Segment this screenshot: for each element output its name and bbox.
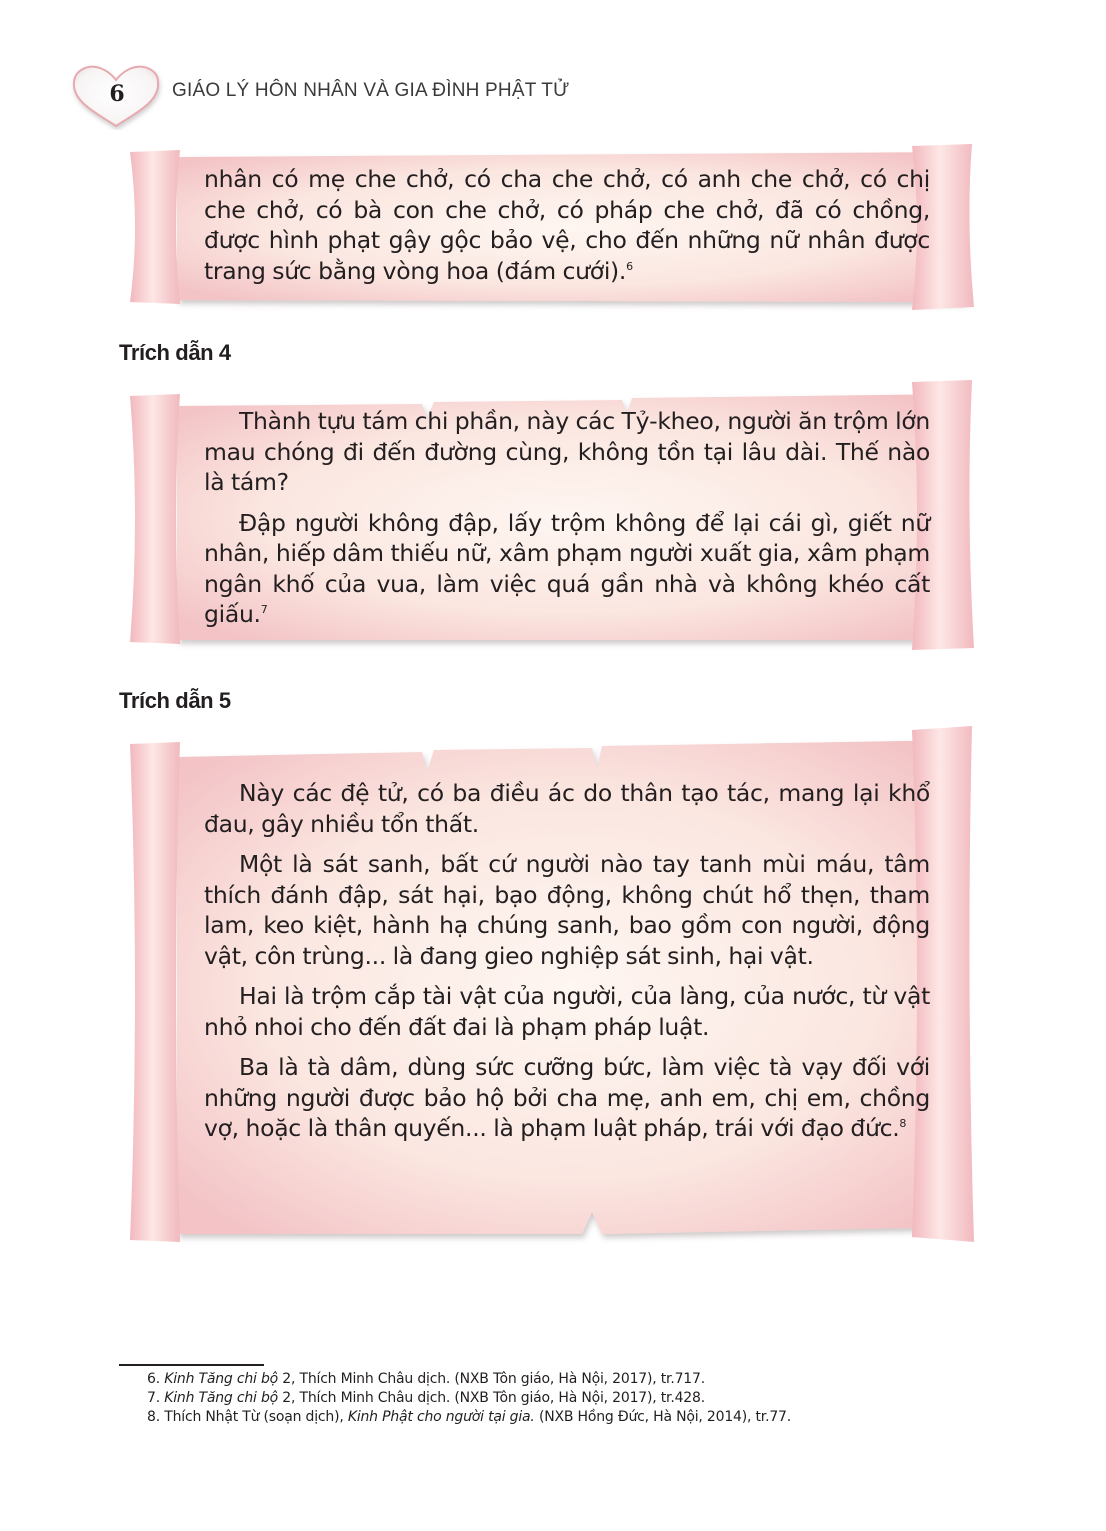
page-number: 6 [109,81,125,107]
quote-paragraph: Thành tựu tám chi phần, này các Tỷ-kheo, người ăn trộm lớn mau chóng đi đến đường cùng, không tồn tại lâu dài. Thế nào là tám? [204,407,930,496]
quote-scroll-5 [122,722,980,1252]
quote-paragraph: Ba là tà dâm, dùng sức cưỡng bức, làm việc tà vạy đối với những người được bảo hộ bởi cha mẹ, anh em, chị em, chồng vợ, hoặc là thân quyến... là phạm luật pháp, trái với đạo đức.$^8$ [204,1053,930,1142]
footnote-ref[interactable]: 8 [899,1117,907,1130]
footnote-ref[interactable]: 6 [626,259,633,273]
footnote-8: 8. Thích Nhật Từ (soạn dịch), Kinh Phật cho người tại gia. (NXB Hồng Đức, Hà Nội, 2014), tr.77. [147,1409,791,1425]
quote-4-heading: Trích dẫn 4 [119,340,231,365]
quote-5-heading: Trích dẫn 5 [119,688,231,713]
footnotes [137,1370,997,1427]
quote-body [204,778,930,1154]
quote-paragraph: Đập người không đập, lấy trộm không để lại cái gì, giết nữ nhân, hiếp dâm thiếu nữ, xâm phạm người xuất gia, xâm phạm ngân khố của vua, làm việc quá gần nhà và không khéo cất giấu.$^7$ [204,508,930,628]
quote-paragraph: nhân có mẹ che chở, có cha che chở, có anh che chở, có chị che chở, có bà con che chở, có pháp che chở, đã có chồng, được hình phạt gậy gộc bảo vệ, cho đến những nữ nhân được trang sức bằng vòng hoa (đám cưới).$^6$ [204,165,930,285]
footnote-divider [119,1364,264,1366]
page-header [68,62,668,132]
running-title: GIÁO LÝ HÔN NHÂN VÀ GIA ĐÌNH PHẬT TỬ [172,80,570,101]
quote-paragraph: Một là sát sanh, bất cứ người nào tay tanh mùi máu, tâm thích đánh đập, sát hại, bạo động, không chút hổ thẹn, tham lam, keo kiệt, hành hạ chúng sanh, bao gồm con người, động vật, côn trùng... là đang gieo nghiệp sát sinh, hại vật. [204,850,930,970]
quote-body [204,164,930,296]
quote-scroll-3-continued [122,142,980,312]
quote-scroll-4 [122,378,980,653]
quote-paragraph: Hai là trộm cắp tài vật của người, của làng, của nước, từ vật nhỏ nhoi cho đến đất đai là phạm pháp luật. [204,982,930,1041]
quote-paragraph: Này các đệ tử, có ba điều ác do thân tạo tác, mang lại khổ đau, gây nhiều tổn thất. [204,779,930,838]
footnote-7: 7. Kinh Tăng chi bộ 2, Thích Minh Châu dịch. (NXB Tôn giáo, Hà Nội, 2017), tr.428. [147,1390,705,1406]
footnote-ref[interactable]: 7 [260,603,268,616]
quote-body [204,406,930,640]
footnote-6: 6. Kinh Tăng chi bộ 2, Thích Minh Châu dịch. (NXB Tôn giáo, Hà Nội, 2017), tr.717. [147,1371,705,1387]
